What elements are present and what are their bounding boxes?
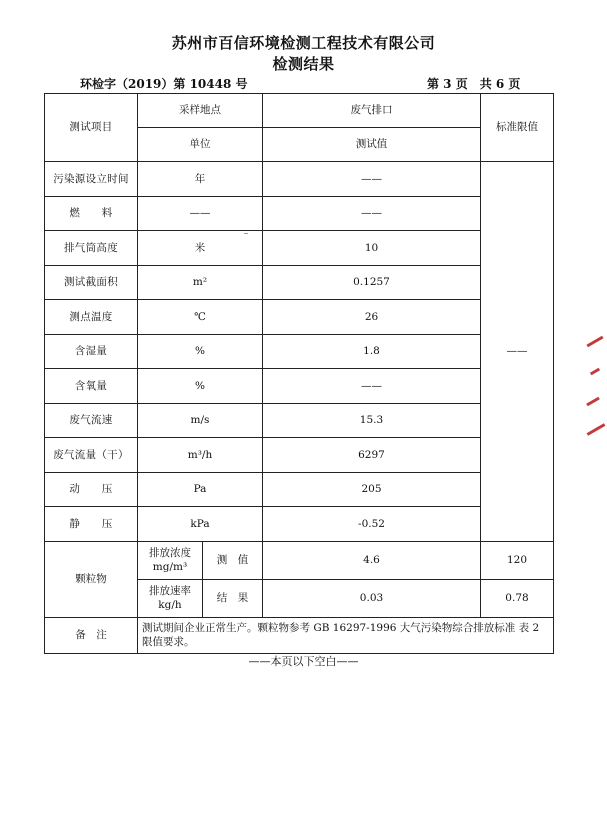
- row-value: -0.52: [263, 507, 481, 542]
- row-item: 含湿量: [45, 334, 138, 369]
- rate-value: 0.03: [263, 579, 481, 617]
- col-header-unit: 单位: [138, 128, 263, 162]
- col-header-site: 采样地点: [138, 94, 263, 128]
- row-unit: %: [138, 334, 263, 369]
- col-header-limit: 标准限值: [481, 94, 554, 162]
- row-unit: m/s: [138, 403, 263, 438]
- row-value: 15.3: [263, 403, 481, 438]
- remarks-text: 测试期间企业正常生产。颗粒物参考 GB 16297-1996 大气污染物综合排放标准 表 2 限值要求。: [138, 617, 554, 653]
- table-row: [45, 196, 554, 231]
- result-label: 结 果: [203, 579, 263, 617]
- row-value: 6297: [263, 438, 481, 473]
- results-table: [44, 93, 554, 654]
- row-unit: m²: [138, 265, 263, 300]
- table-row: [45, 300, 554, 335]
- rate-label: 排放速率: [149, 584, 191, 597]
- row-value: 205: [263, 472, 481, 507]
- particulate-row-conc: [45, 541, 554, 579]
- row-unit: ℃: [138, 300, 263, 335]
- row-unit: m³/h: [138, 438, 263, 473]
- row-unit: 米: [138, 231, 263, 266]
- stamp-stroke: [586, 397, 600, 407]
- row-value: ——: [263, 369, 481, 404]
- rate-limit: 0.78: [481, 579, 554, 617]
- conc-label: 排放浓度: [149, 546, 191, 559]
- scan-mark: [244, 233, 248, 234]
- row-item: 废气流量（干）: [45, 438, 138, 473]
- footer-note: ——本页以下空白——: [248, 655, 359, 668]
- document-number: 环检字（2019）第 10448 号: [80, 77, 248, 91]
- table-row: [45, 507, 554, 542]
- row-value: 26: [263, 300, 481, 335]
- rate-unit: kg/h: [158, 599, 182, 611]
- row-item: 含氧量: [45, 369, 138, 404]
- row-item: 测试截面积: [45, 265, 138, 300]
- conc-limit: 120: [481, 541, 554, 579]
- table-row: [45, 369, 554, 404]
- row-unit: ——: [138, 196, 263, 231]
- row-unit: %: [138, 369, 263, 404]
- row-item: 排气筒高度: [45, 231, 138, 266]
- measured-label: 测 值: [203, 541, 263, 579]
- table-row: [45, 265, 554, 300]
- row-unit: Pa: [138, 472, 263, 507]
- row-value: 10: [263, 231, 481, 266]
- row-value: 1.8: [263, 334, 481, 369]
- table-row: [45, 438, 554, 473]
- remarks-label: 备 注: [45, 617, 138, 653]
- company-name: 苏州市百信环境检测工程技术有限公司: [171, 34, 436, 52]
- rate-label-cell: [138, 579, 203, 617]
- row-item: 静 压: [45, 507, 138, 542]
- site-value: 废气排口: [263, 94, 481, 128]
- merged-limit: ——: [481, 162, 554, 542]
- header-row-site: [45, 94, 554, 128]
- row-item: 测点温度: [45, 300, 138, 335]
- row-item: 污染源设立时间: [45, 162, 138, 197]
- col-header-test-value: 测试值: [263, 128, 481, 162]
- col-header-item: 测试项目: [45, 94, 138, 162]
- remarks-row: [45, 617, 554, 653]
- conc-label-cell: [138, 541, 203, 579]
- page-total: 共 6 页: [479, 77, 521, 91]
- report-title: 检测结果: [272, 55, 335, 73]
- page-info: [427, 75, 520, 92]
- page-number: 第 3 页: [427, 77, 468, 91]
- particulate-item: 颗粒物: [45, 541, 138, 617]
- row-item: 废气流速: [45, 403, 138, 438]
- stamp-stroke: [587, 423, 606, 436]
- row-value: ——: [263, 196, 481, 231]
- seal-stamp-edge: [580, 330, 607, 445]
- conc-value: 4.6: [263, 541, 481, 579]
- stamp-stroke: [590, 368, 600, 376]
- row-value: ——: [263, 162, 481, 197]
- table-row: [45, 403, 554, 438]
- row-item: 燃 料: [45, 196, 138, 231]
- row-value: 0.1257: [263, 265, 481, 300]
- row-unit: kPa: [138, 507, 263, 542]
- table-row: [45, 334, 554, 369]
- conc-unit: mg/m³: [152, 561, 188, 573]
- stamp-stroke: [586, 336, 603, 348]
- table-row: [45, 231, 554, 266]
- row-item: 动 压: [45, 472, 138, 507]
- row-unit: 年: [138, 162, 263, 197]
- table-row: [45, 472, 554, 507]
- table-row: [45, 162, 554, 197]
